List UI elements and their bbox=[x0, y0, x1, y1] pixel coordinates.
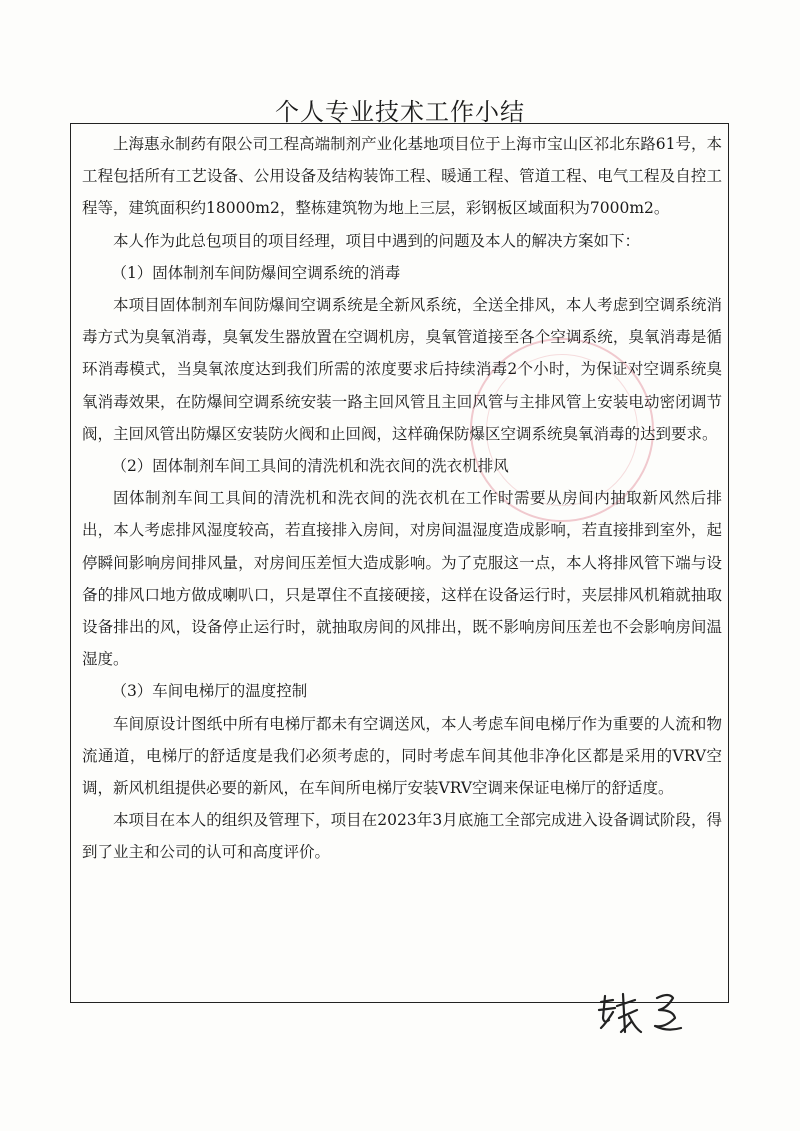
paragraph-project-intro: 上海惠永制药有限公司工程高端制剂产业化基地项目位于上海市宝山区祁北东路61号，本工程包括所有工艺设备、公用设备及结构装饰工程、暖通工程、管道工程、电气工程及自控工程等，建筑面积约18000m2，整栋建筑物为地上三层，彩钢板区域面积为7000m2。 bbox=[82, 135, 722, 218]
paragraph-role: 本人作为此总包项目的项目经理，项目中遇到的问题及本人的解决方案如下： bbox=[113, 231, 641, 250]
paragraph-issue-3: 车间原设计图纸中所有电梯厅都未有空调送风，本人考虑车间电梯厅作为重要的人流和物流通道，电梯厅的舒适度是我们必须考虑的，同时考虑车间其他非净化区都是采用的VRV空调，新风机组提供必要的新风，在车间所电梯厅安装VRV空调来保证电梯厅的舒适度。 bbox=[82, 714, 722, 798]
paragraph-issue-1: 本项目固体制剂车间防爆间空调系统是全新风系统，全送全排风，本人考虑到空调系统消毒方式为臭氧消毒，臭氧发生器放置在空调机房，臭氧管道接至各个空调系统，臭氧消毒是循环消毒模式，当臭氧浓度达到我们所需的浓度要求后持续消毒2个小时，为保证对空调系统臭氧消毒效果，在防爆间空调系统安装一路主回风管且主回风管与主排风管上安装电动密闭调节阀，主回风管出防爆区安装防火阀和止回阀，这样确保防爆区空调系统臭氧消毒的达到要求。 bbox=[82, 296, 722, 443]
document-body bbox=[82, 128, 722, 869]
paragraph-issue-2: 固体制剂车间工具间的清洗机和洗衣间的洗衣机在工作时需要从房间内抽取新风然后排出，本人考虑排风湿度较高，若直接排入房间，对房间温湿度造成影响，若直接排到室外，起停瞬间影响房间排风量，对房间压差恒大造成影响。为了克服这一点，本人将排风管下端与设备的排风口地方做成喇叭口，只是罩住不直接硬接，这样在设备运行时，夹层排风机箱就抽取设备排出的风，设备停止运行时，就抽取房间的风排出，既不影响房间压差也不会影响房间温湿度。 bbox=[82, 489, 722, 669]
handwritten-signature bbox=[595, 988, 705, 1043]
paragraph-conclusion: 本项目在本人的组织及管理下，项目在2023年3月底施工全部完成进入设备调试阶段，得到了业主和公司的认可和高度评价。 bbox=[82, 811, 722, 862]
document-title: 个人专业技术工作小结 bbox=[275, 98, 525, 126]
subheading-2: （2）固体制剂车间工具间的清洗机和洗衣间的洗衣机排风 bbox=[111, 457, 509, 476]
subheading-3: （3）车间电梯厅的温度控制 bbox=[111, 682, 308, 701]
subheading-1: （1）固体制剂车间防爆间空调系统的消毒 bbox=[111, 263, 401, 282]
